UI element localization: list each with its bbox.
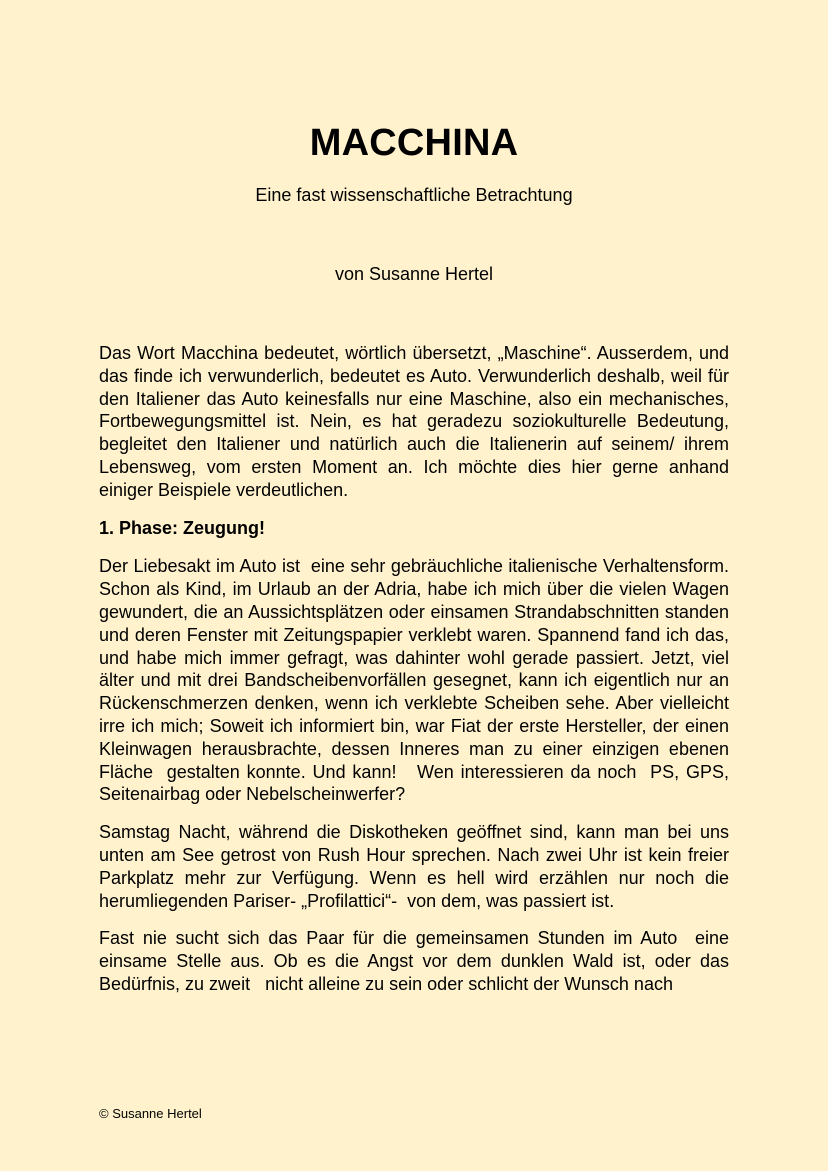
document-body: [99, 342, 745, 1011]
body-paragraph-3: Fast nie sucht sich das Paar für die gemeinsamen Stunden im Auto eine einsame Stelle aus. Ob es die Angst vor dem dunklen Wald ist, oder das Bedürfnis, zu zweit nicht alleine zu sein oder schlicht der Wunsch nach: [99, 928, 735, 994]
author-line: von Susanne Hertel: [334, 264, 494, 284]
document-title: MACCHINA: [309, 122, 519, 164]
section-heading: 1. Phase: Zeugung!: [99, 517, 266, 538]
body-paragraph-1: Der Liebesakt im Auto ist eine sehr gebräuchliche italienische Verhaltensform. Schon als Kind, im Urlaub an der Adria, habe ich mich über die vielen Wagen gewundert, die an Aussichtsplätzen oder einsamen Strandabschnitten standen und deren Fenster mit Zeitungspapier verklebt waren. Spannend fand ich das, und habe mich immer gefragt, was dahinter wohl gerade passiert. Jetzt, viel älter und mit drei Bandscheibenvorfällen gesegnet, kann ich eigentlich nur an Rückenschmerzen denken, wenn ich verklebte Scheiben sehe. Aber vielleicht irre ich mich; Soweit ich informiert bin, war Fiat der erste Hersteller, der einen Kleinwagen herausbrachte, dessen Inneres man zu einer einzigen ebenen Fläche gestalten konnte. Und kann! Wen interessieren da noch PS, GPS, Seitenairbag oder Nebelscheinwerfer?: [99, 556, 735, 805]
intro-paragraph: Das Wort Macchina bedeutet, wörtlich übersetzt, „Maschine“. Ausserdem, und das finde ich verwunderlich, bedeutet es Auto. Verwunderlich deshalb, weil für den Italiener das Auto keinesfalls nur eine Maschine, also ein mechanisches, Fortbewegungsmittel ist. Nein, es hat geradezu soziokulturelle Bedeutung, begleitet den Italiener und natürlich auch die Italienerin auf seinem/ ihrem Lebensweg, vom ersten Moment an. Ich möchte dies hier gerne anhand einiger Beispiele verdeutlichen.: [99, 343, 745, 500]
document-subtitle: Eine fast wissenschaftliche Betrachtung: [255, 185, 573, 205]
body-paragraph-2: Samstag Nacht, während die Diskotheken geöffnet sind, kann man bei uns unten am See getrost von Rush Hour sprechen. Nach zwei Uhr ist kein freier Parkplatz mehr zur Verfügung. Wenn es hell wird erzählen nur noch die herumliegenden Pariser- „Profilattici“- von dem, was passiert ist.: [99, 822, 735, 911]
copyright-footer: © Susanne Hertel: [99, 1106, 202, 1121]
